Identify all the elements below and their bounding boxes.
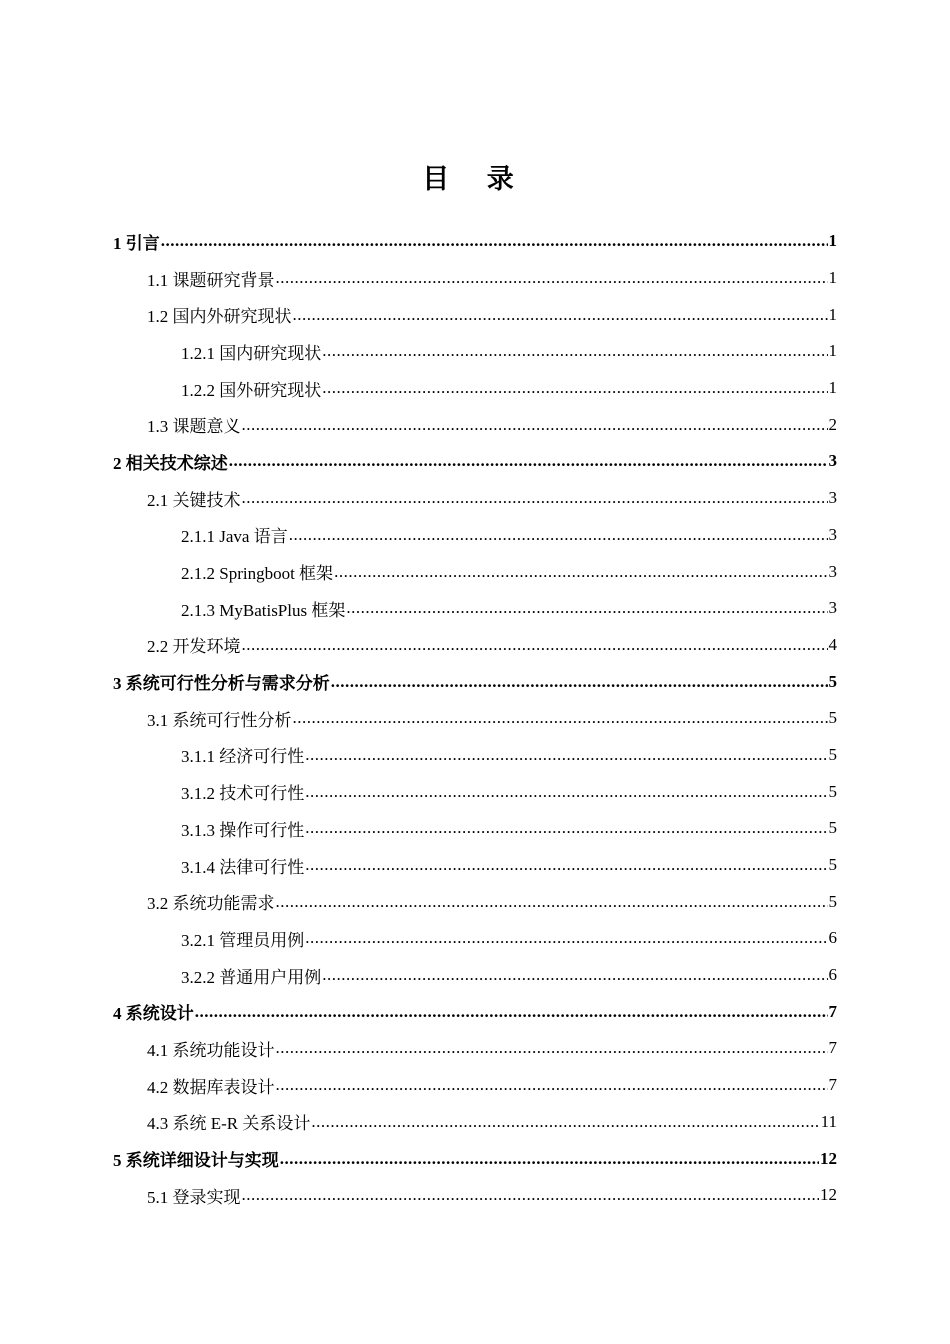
toc-entry-page-number: 3 <box>828 561 837 581</box>
toc-entry-page-number: 6 <box>828 965 837 985</box>
toc-leader-dots <box>293 305 828 325</box>
toc-entry-4[interactable] <box>0 333 950 370</box>
toc-entry-8[interactable] <box>0 480 950 517</box>
toc-entry-9[interactable] <box>0 517 950 554</box>
toc-entry-page-number: 7 <box>828 1075 837 1095</box>
toc-entry-page-number: 1 <box>828 341 837 361</box>
toc-entry-label: 5.1 登录实现 <box>147 1187 241 1207</box>
toc-entry-label: 2.1 关键技术 <box>147 490 241 510</box>
toc-leader-dots <box>242 1185 820 1205</box>
toc-leader-dots <box>311 1112 819 1132</box>
toc-entry-label: 2.2 开发环境 <box>147 637 241 657</box>
toc-entry-20[interactable] <box>0 920 950 957</box>
toc-entry-5[interactable] <box>0 370 950 407</box>
toc-entry-page-number: 7 <box>828 1001 837 1021</box>
toc-leader-dots <box>322 378 827 398</box>
toc-entry-page-number: 5 <box>828 708 837 728</box>
toc-entry-page-number: 3 <box>828 451 837 471</box>
toc-entry-27[interactable] <box>0 1177 950 1214</box>
toc-leader-dots <box>276 1075 828 1095</box>
toc-entry-3[interactable] <box>0 296 950 333</box>
toc-entry-label: 2 相关技术综述 <box>113 453 228 473</box>
toc-entry-page-number: 3 <box>828 598 837 618</box>
toc-entry-15[interactable] <box>0 737 950 774</box>
toc-entry-label: 3.1.1 经济可行性 <box>181 747 305 767</box>
toc-entry-page-number: 1 <box>828 268 837 288</box>
toc-entry-24[interactable] <box>0 1067 950 1104</box>
toc-leader-dots <box>305 855 827 875</box>
toc-entry-page-number: 4 <box>828 634 837 654</box>
toc-leader-dots <box>276 892 828 912</box>
toc-entry-label: 2.1.1 Java 语言 <box>181 527 288 547</box>
toc-leader-dots <box>276 1038 828 1058</box>
toc-entry-7[interactable] <box>0 443 950 480</box>
toc-leader-dots <box>322 341 827 361</box>
toc-entry-page-number: 12 <box>820 1185 837 1205</box>
toc-entry-label: 1.1 课题研究背景 <box>147 270 275 290</box>
toc-entry-17[interactable] <box>0 810 950 847</box>
toc-entry-page-number: 5 <box>828 744 837 764</box>
toc-entry-label: 4.3 系统 E-R 关系设计 <box>147 1114 311 1134</box>
toc-entry-page-number: 11 <box>820 1111 837 1131</box>
toc-entry-label: 4.2 数据库表设计 <box>147 1077 275 1097</box>
toc-entry-page-number: 5 <box>828 855 837 875</box>
toc-entry-label: 1.2.2 国外研究现状 <box>181 380 322 400</box>
toc-entry-label: 3.1 系统可行性分析 <box>147 710 292 730</box>
toc-entry-label: 4.1 系统功能设计 <box>147 1040 275 1060</box>
toc-leader-dots <box>305 818 827 838</box>
toc-entry-11[interactable] <box>0 590 950 627</box>
toc-entry-label: 5 系统详细设计与实现 <box>113 1151 279 1171</box>
toc-entry-1[interactable] <box>0 223 950 260</box>
toc-entry-label: 1.3 课题意义 <box>147 417 241 437</box>
toc-entry-label: 1 引言 <box>113 233 160 253</box>
toc-leader-dots <box>280 1149 819 1169</box>
toc-list <box>0 223 950 1214</box>
toc-entry-label: 2.1.3 MyBatisPlus 框架 <box>181 600 346 620</box>
toc-title: 目 录 <box>422 164 528 195</box>
toc-entry-25[interactable] <box>0 1104 950 1141</box>
toc-leader-dots <box>242 415 828 435</box>
toc-entry-page-number: 3 <box>828 488 837 508</box>
toc-entry-label: 3.1.4 法律可行性 <box>181 857 305 877</box>
toc-entry-page-number: 3 <box>828 524 837 544</box>
toc-entry-label: 3.2 系统功能需求 <box>147 894 275 914</box>
toc-entry-12[interactable] <box>0 627 950 664</box>
toc-entry-22[interactable] <box>0 993 950 1030</box>
toc-entry-page-number: 6 <box>828 928 837 948</box>
toc-entry-23[interactable] <box>0 1030 950 1067</box>
toc-leader-dots <box>242 488 828 508</box>
toc-entry-label: 1.2.1 国内研究现状 <box>181 343 322 363</box>
toc-entry-label: 1.2 国内外研究现状 <box>147 307 292 327</box>
toc-entry-10[interactable] <box>0 553 950 590</box>
toc-leader-dots <box>322 965 827 985</box>
toc-entry-label: 3 系统可行性分析与需求分析 <box>113 674 330 694</box>
toc-entry-page-number: 1 <box>828 304 837 324</box>
toc-leader-dots <box>334 562 827 582</box>
toc-leader-dots <box>293 708 828 728</box>
toc-leader-dots <box>305 745 827 765</box>
toc-entry-label: 4 系统设计 <box>113 1004 194 1024</box>
toc-entry-18[interactable] <box>0 847 950 884</box>
toc-entry-page-number: 1 <box>828 231 837 251</box>
toc-entry-label: 2.1.2 Springboot 框架 <box>181 564 334 584</box>
toc-entry-label: 3.1.3 操作可行性 <box>181 820 305 840</box>
toc-leader-dots <box>242 635 828 655</box>
toc-leader-dots <box>161 231 828 251</box>
toc-entry-label: 3.1.2 技术可行性 <box>181 784 305 804</box>
toc-leader-dots <box>331 672 828 692</box>
toc-entry-page-number: 5 <box>828 818 837 838</box>
toc-entry-page-number: 5 <box>828 781 837 801</box>
toc-entry-page-number: 7 <box>828 1038 837 1058</box>
toc-entry-page-number: 1 <box>828 378 837 398</box>
toc-entry-label: 3.2.2 普通用户用例 <box>181 967 322 987</box>
toc-entry-2[interactable] <box>0 260 950 297</box>
toc-leader-dots <box>305 782 827 802</box>
toc-leader-dots <box>305 928 827 948</box>
toc-entry-page-number: 5 <box>828 671 837 691</box>
toc-entry-label: 3.2.1 管理员用例 <box>181 930 305 950</box>
toc-entry-21[interactable] <box>0 957 950 994</box>
toc-entry-13[interactable] <box>0 663 950 700</box>
toc-entry-14[interactable] <box>0 700 950 737</box>
toc-leader-dots <box>276 268 828 288</box>
toc-entry-6[interactable] <box>0 406 950 443</box>
toc-entry-page-number: 5 <box>828 891 837 911</box>
toc-entry-page-number: 12 <box>820 1148 837 1168</box>
toc-entry-26[interactable] <box>0 1140 950 1177</box>
toc-entry-page-number: 2 <box>828 414 837 434</box>
toc-leader-dots <box>195 1002 828 1022</box>
toc-entry-16[interactable] <box>0 773 950 810</box>
toc-entry-19[interactable] <box>0 883 950 920</box>
toc-leader-dots <box>229 451 828 471</box>
toc-leader-dots <box>289 525 828 545</box>
toc-leader-dots <box>346 598 827 618</box>
